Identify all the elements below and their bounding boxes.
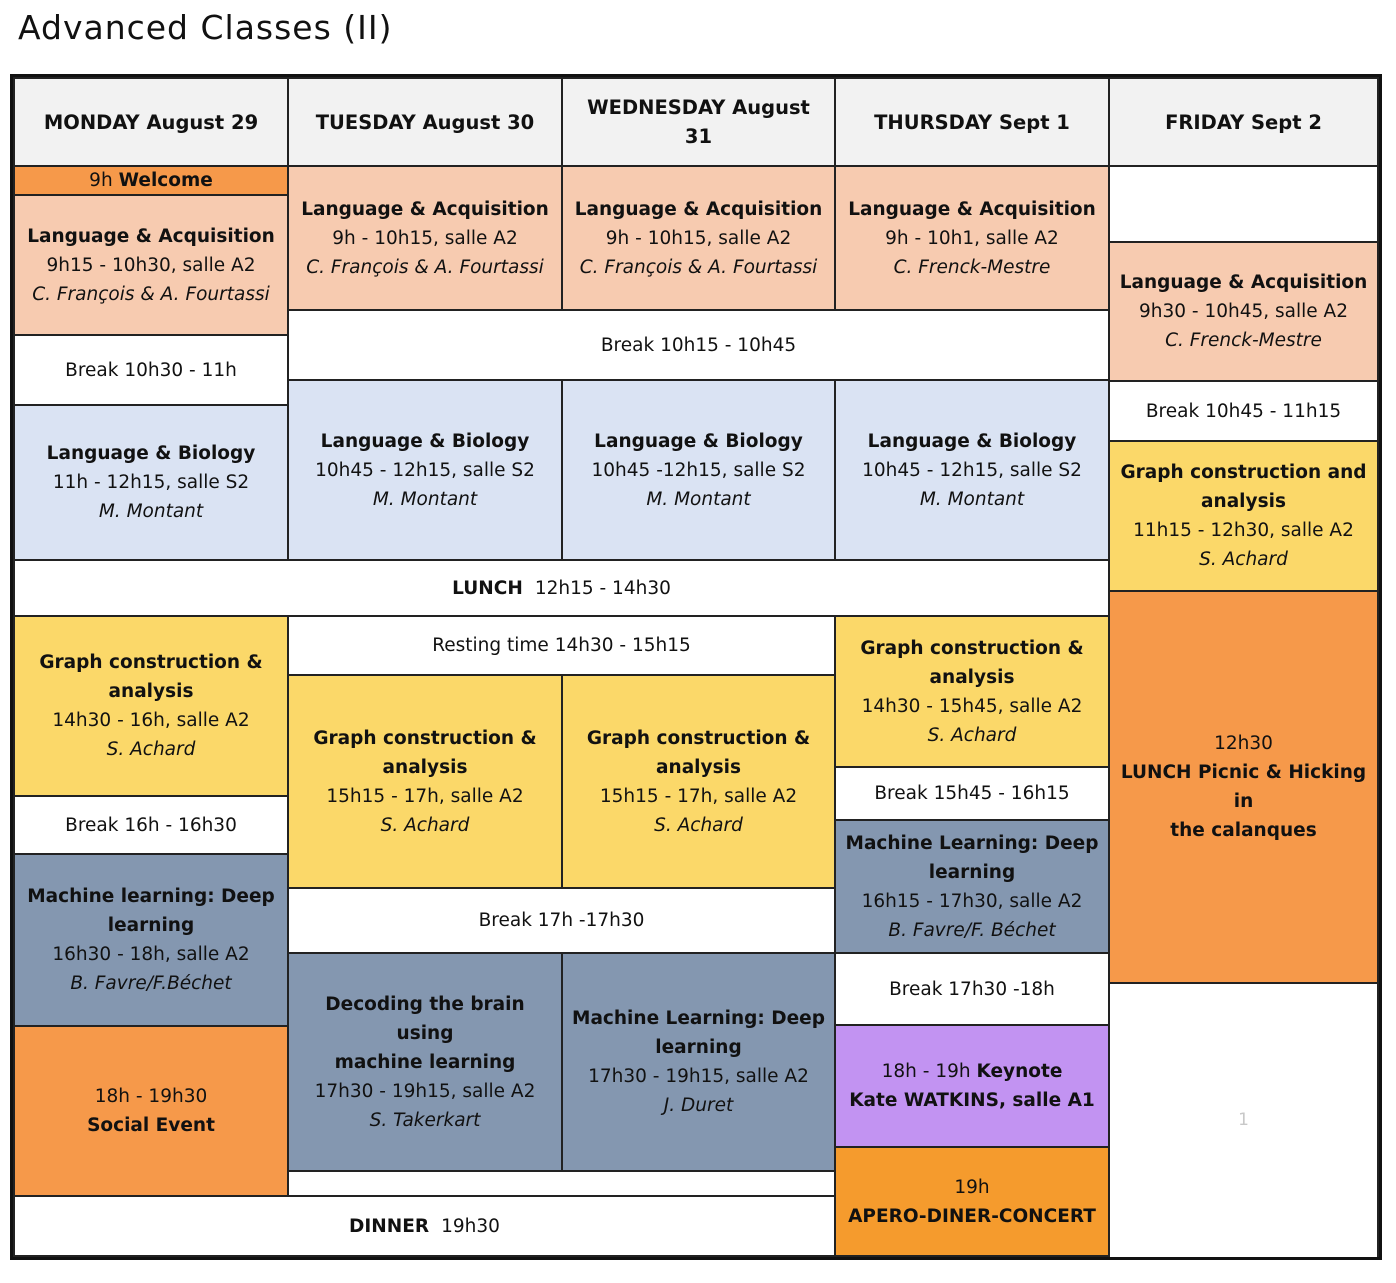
wednesday-graph <box>561 674 836 889</box>
course-teacher: S. Achard <box>380 814 470 836</box>
course-title-line2: learning <box>655 1037 742 1058</box>
course-teacher: S. Achard <box>654 814 743 836</box>
course-time: 10h45 - 12h15, salle S2 <box>862 459 1082 481</box>
lunch-time: 12h15 - 14h30 <box>534 577 671 599</box>
tuesday-resting-time: Resting time 14h30 - 15h15 <box>287 615 836 676</box>
monday-language-biology <box>13 404 289 561</box>
thursday-break-1: Break 15h45 - 16h15 <box>834 766 1110 821</box>
monday-social-event <box>13 1025 289 1197</box>
course-teacher: B. Favre/F.Béchet <box>70 973 232 994</box>
header-thursday: THURSDAY Sept 1 <box>834 77 1110 167</box>
course-time: 16h15 - 17h30, salle A2 <box>861 890 1083 912</box>
page-title: Advanced Classes (II) <box>18 8 393 47</box>
course-teacher: M. Montant <box>646 488 751 510</box>
course-time: 14h30 - 16h, salle A2 <box>52 710 250 731</box>
thursday-apero <box>834 1146 1110 1257</box>
course-teacher: M. Montant <box>98 501 204 522</box>
picnic-label: LUNCH Picnic & Hicking in <box>1120 762 1367 812</box>
keynote-speaker: Kate WATKINS, salle A1 <box>849 1090 1095 1111</box>
course-title: Decoding the brain using <box>325 993 525 1044</box>
course-teacher: S. Achard <box>1199 549 1288 570</box>
tuesday-language-acquisition <box>287 165 563 311</box>
course-title-line2: learning <box>928 861 1016 883</box>
tuesday-break-17h: Break 17h -17h30 <box>287 887 836 954</box>
lunch-label: LUNCH <box>452 577 523 599</box>
course-title: Graph construction & <box>313 727 537 749</box>
course-teacher: C. François & A. Fourtassi <box>306 256 544 278</box>
tuesday-language-biology <box>287 379 563 561</box>
thursday-language-biology <box>834 379 1110 561</box>
course-time: 17h30 - 19h15, salle A2 <box>588 1066 809 1087</box>
dinner-time: 19h30 <box>441 1215 500 1237</box>
course-time: 9h - 10h1, salle A2 <box>885 227 1059 249</box>
friday-empty-bottom <box>1108 982 1379 1257</box>
course-teacher: C. Frenck-Mestre <box>893 256 1051 278</box>
course-teacher: M. Montant <box>919 488 1025 510</box>
course-title: Graph construction & <box>39 652 263 673</box>
monday-welcome <box>13 165 289 196</box>
social-time: 18h - 19h30 <box>94 1086 208 1107</box>
thursday-break-2: Break 17h30 -18h <box>834 952 1110 1026</box>
social-label: Social Event <box>87 1115 215 1136</box>
course-teacher: S. Takerkart <box>369 1109 481 1131</box>
monday-machine-learning <box>13 853 289 1027</box>
keynote-time: 18h - 19h <box>881 1061 971 1082</box>
course-title: Language & Acquisition <box>1119 272 1368 293</box>
course-title-line2: learning <box>107 915 195 936</box>
lunch-row <box>13 559 1110 617</box>
course-title: Language & Acquisition <box>574 198 823 220</box>
apero-label: APERO-DINER-CONCERT <box>848 1205 1096 1227</box>
tue-wed-gap <box>287 1170 836 1197</box>
course-title-line2: analysis <box>1201 491 1286 512</box>
thursday-keynote <box>834 1024 1110 1148</box>
course-title: Graph construction & <box>586 727 811 749</box>
course-teacher: C. François & A. Fourtassi <box>579 256 818 278</box>
course-time: 17h30 - 19h15, salle A2 <box>314 1080 536 1102</box>
course-teacher: C. Frenck-Mestre <box>1165 330 1322 351</box>
monday-graph <box>13 615 289 797</box>
course-teacher: J. Duret <box>663 1095 734 1116</box>
keynote-line-1 <box>882 1057 1063 1086</box>
page-number: 1 <box>1238 1110 1249 1130</box>
dinner-label: DINNER <box>349 1215 430 1237</box>
thursday-machine-learning <box>834 819 1110 954</box>
course-title-line2: analysis <box>929 666 1015 688</box>
course-time: 9h15 - 10h30, salle A2 <box>46 254 256 276</box>
header-tuesday: TUESDAY August 30 <box>287 77 563 167</box>
course-time: 9h - 10h15, salle A2 <box>605 227 792 249</box>
dinner-row <box>13 1195 836 1257</box>
break-tue-thu: Break 10h15 - 10h45 <box>287 309 1110 381</box>
friday-empty-top <box>1108 165 1379 243</box>
course-title: Language & Acquisition <box>27 225 275 247</box>
course-title-line2: analysis <box>656 756 741 778</box>
course-title: Graph construction & <box>860 637 1084 659</box>
course-teacher: S. Achard <box>927 724 1017 746</box>
tuesday-graph <box>287 674 563 889</box>
header-wednesday: WEDNESDAY August 31 <box>561 77 836 167</box>
friday-picnic <box>1108 590 1379 984</box>
course-title: Graph construction and <box>1120 462 1367 483</box>
welcome-time: 9h <box>89 169 113 191</box>
friday-graph <box>1108 440 1379 592</box>
header-monday: MONDAY August 29 <box>13 77 289 167</box>
welcome-label: Welcome <box>118 169 213 191</box>
picnic-label-line2: the calanques <box>1170 820 1317 841</box>
tuesday-decoding-brain <box>287 952 563 1172</box>
course-time: 9h - 10h15, salle A2 <box>332 227 518 249</box>
course-teacher: C. François & A. Fourtassi <box>32 283 270 305</box>
course-title-line2: analysis <box>382 756 468 778</box>
picnic-time: 12h30 <box>1214 733 1273 754</box>
thursday-graph <box>834 615 1110 768</box>
course-time: 9h30 - 10h45, salle A2 <box>1139 301 1348 322</box>
course-title: Language & Acquisition <box>848 198 1096 220</box>
apero-time: 19h <box>954 1176 990 1198</box>
course-time: 11h - 12h15, salle S2 <box>52 472 250 493</box>
monday-language-acquisition <box>13 194 289 336</box>
course-title: Machine learning: Deep <box>27 886 275 907</box>
course-time: 15h15 - 17h, salle A2 <box>326 785 524 807</box>
course-time: 14h30 - 15h45, salle A2 <box>861 695 1083 717</box>
wednesday-language-biology <box>561 379 836 561</box>
thursday-language-acquisition <box>834 165 1110 311</box>
course-title: Language & Biology <box>320 430 530 452</box>
wednesday-language-acquisition <box>561 165 836 311</box>
course-title: Machine Learning: Deep <box>845 832 1099 854</box>
course-time: 11h15 - 12h30, salle A2 <box>1133 520 1354 541</box>
course-title: Machine Learning: Deep <box>572 1008 825 1029</box>
course-title-line2: machine learning <box>334 1051 516 1073</box>
header-friday: FRIDAY Sept 2 <box>1108 77 1379 167</box>
friday-language-acquisition <box>1108 241 1379 382</box>
course-time: 16h30 - 18h, salle A2 <box>52 944 250 965</box>
keynote-label: Keynote <box>976 1061 1063 1082</box>
course-teacher: M. Montant <box>372 488 478 510</box>
course-time: 10h45 - 12h15, salle S2 <box>315 459 535 481</box>
course-title: Language & Biology <box>46 443 256 464</box>
friday-break-1: Break 10h45 - 11h15 <box>1108 380 1379 442</box>
course-title: Language & Biology <box>867 430 1077 452</box>
course-teacher: S. Achard <box>106 739 196 760</box>
schedule-frame <box>10 74 1382 1260</box>
course-time: 10h45 -12h15, salle S2 <box>591 459 806 481</box>
course-title: Language & Biology <box>594 430 803 452</box>
course-title: Language & Acquisition <box>301 198 549 220</box>
course-time: 15h15 - 17h, salle A2 <box>599 785 798 807</box>
monday-break-2: Break 16h - 16h30 <box>13 795 289 855</box>
wednesday-machine-learning <box>561 952 836 1172</box>
course-title-line2: analysis <box>108 681 194 702</box>
course-teacher: B. Favre/F. Béchet <box>888 919 1056 941</box>
monday-break-1: Break 10h30 - 11h <box>13 334 289 406</box>
